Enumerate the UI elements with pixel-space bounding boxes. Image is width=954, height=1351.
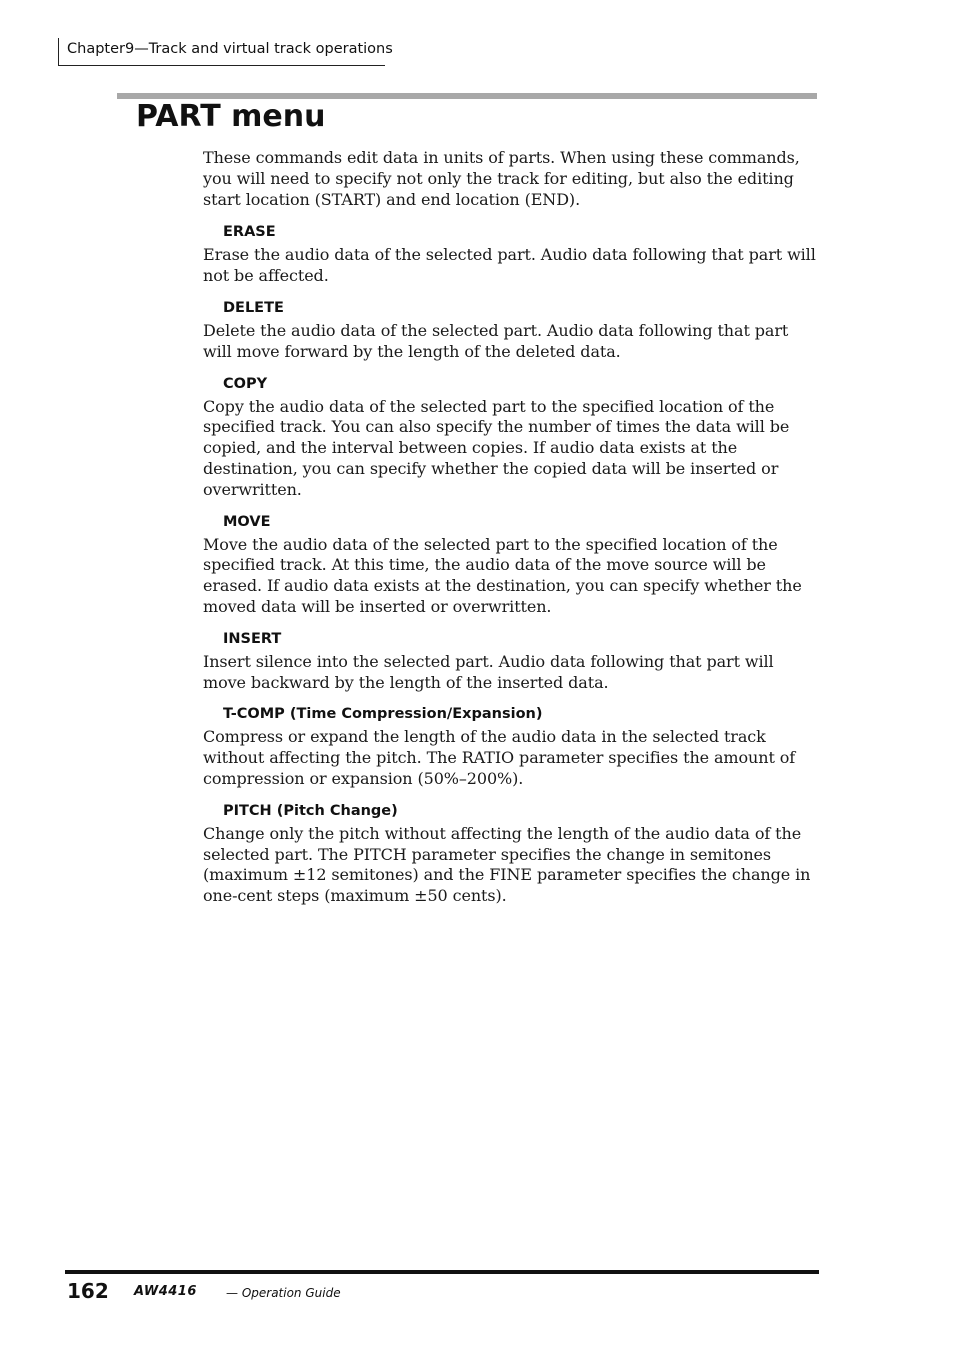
intro-paragraph: These commands edit data in units of parts. When using these commands, you will need to specify not only the track for editing, but also the editing start location (START) and end location (END). — [203, 148, 800, 209]
section-heading: T-COMP (Time Compression/Expansion) — [223, 706, 543, 723]
section-body: Change only the pitch without affecting the length of the audio data of the selected part. The PITCH parameter specifies the change in semitones (maximum ±12 semitones) and the FINE parameter specifies the change in one-cent steps (maximum ±50 cents). — [203, 823, 811, 906]
section-body: Move the audio data of the selected part to the specified location of the specified track. At this time, the audio data of the move source will be erased. If audio data exists at the destination, you can specify whether the moved data will be inserted or overwritten. — [203, 534, 802, 616]
section-heading: INSERT — [223, 630, 282, 647]
main-content — [203, 148, 819, 918]
section-heading: MOVE — [223, 513, 271, 530]
chapter-header — [58, 38, 393, 66]
section-heading: DELETE — [223, 299, 284, 316]
section-body: Insert silence into the selected part. Audio data following that part will move backward by the length of the inserted data. — [203, 651, 774, 692]
section-heading: PITCH (Pitch Change) — [223, 802, 398, 819]
section-heading: COPY — [223, 375, 268, 392]
section-t-comp — [203, 704, 819, 789]
section-delete — [203, 298, 819, 363]
chapter-title: Chapter9—Track and virtual track operations — [67, 41, 393, 57]
section-body: Delete the audio data of the selected part. Audio data following that part will move forward by the length of the deleted data. — [203, 320, 789, 361]
guide-label: — Operation Guide — [226, 1286, 341, 1300]
section-pitch — [203, 801, 819, 907]
section-move — [203, 512, 819, 618]
section-insert — [203, 629, 819, 694]
section-heading: ERASE — [223, 224, 276, 241]
section-copy — [203, 374, 819, 501]
section-body: Compress or expand the length of the audio data in the selected track without affecting the pitch. The RATIO parameter specifies the amount of compression or expansion (50%–200%). — [203, 727, 796, 788]
page-number: 162 — [67, 1279, 109, 1303]
section-erase — [203, 222, 819, 287]
product-logo: AW4416 — [134, 1284, 197, 1299]
section-body: Copy the audio data of the selected part to the specified location of the specified track. You can also specify the number of times the data will be copied, and the interval between copies. If audio data exists at the destination, you can specify whether the copied data will be inserted or overwritten. — [203, 396, 790, 499]
section-body: Erase the audio data of the selected part. Audio data following that part will not be affected. — [203, 245, 816, 286]
footer-rule — [65, 1270, 819, 1274]
page-title: PART menu — [136, 99, 326, 134]
